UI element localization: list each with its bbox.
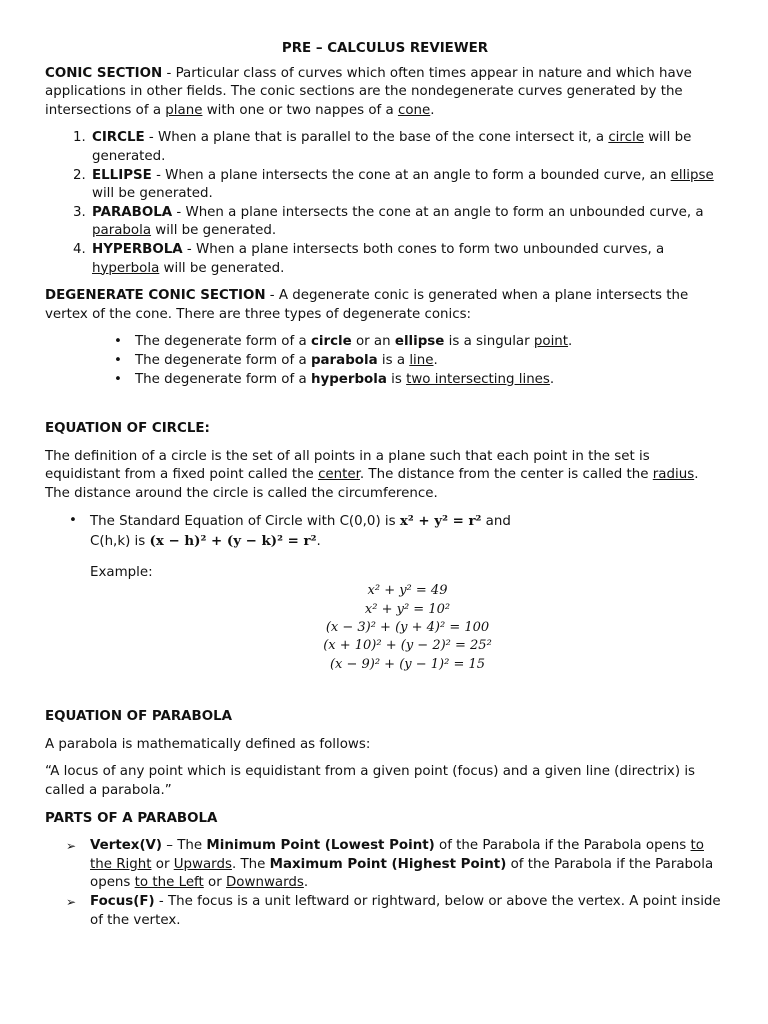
item-text: - When a plane intersects the cone at an angle to form an unbounded curve, a xyxy=(172,204,704,220)
list-item: • The degenerate form of a circle or an ellipse is a singular point. xyxy=(135,333,725,352)
item-underlined: parabola xyxy=(92,223,152,239)
parabola-parts-list xyxy=(45,837,725,930)
circle-definition: The definition of a circle is the set of all points in a plane such that each point in the set is equidistant from a fixed point called the center. The distance from the center is called the radius. The distance around the circle is called the circumference. xyxy=(45,448,699,501)
example-equation: x² + y² = 49 xyxy=(367,583,448,599)
cone-term: cone xyxy=(397,102,431,118)
parabola-heading: EQUATION OF PARABOLA xyxy=(45,709,232,725)
list-item-parabola xyxy=(90,204,725,241)
item-text: - When a plane intersects the cone at an angle to form a bounded curve, an xyxy=(151,167,671,183)
standard-equation-general: (x − h)² + (y − k)² = r² xyxy=(149,533,317,550)
conic-section-definition xyxy=(45,65,725,121)
parabola-intro: A parabola is mathematically defined as follows: xyxy=(45,736,371,752)
item-term: CIRCLE xyxy=(92,130,145,146)
example-equation: (x − 9)² + (y − 1)² = 15 xyxy=(329,656,486,672)
item-underlined: circle xyxy=(608,130,644,146)
degenerate-term: DEGENERATE CONIC SECTION xyxy=(45,288,266,304)
parts-heading: PARTS OF A PARABOLA xyxy=(45,810,218,826)
plane-term: plane xyxy=(165,102,203,118)
conic-def-text: with one or two nappes of a xyxy=(202,102,398,118)
center-term: center xyxy=(318,467,360,483)
list-item-hyperbola xyxy=(90,241,725,278)
bullet-icon: • xyxy=(114,334,122,350)
list-item: • The degenerate form of a hyperbola is two intersecting lines. xyxy=(135,371,725,390)
examples-block xyxy=(90,582,725,674)
item-text: will be generated. xyxy=(92,130,692,164)
item-underlined: ellipse xyxy=(670,167,714,183)
item-text: will be generated. xyxy=(92,186,213,202)
spacer xyxy=(45,398,725,420)
conic-section-term: CONIC SECTION xyxy=(45,65,163,81)
bullet-icon: • xyxy=(114,352,122,368)
item-term: PARABOLA xyxy=(92,204,173,220)
list-item-vertex: ➢ Vertex(V) – The Minimum Point (Lowest Point) of the Parabola if the Parabola opens to the Right or Upwards. The Maximum Point (Highest Point) of the Parabola if the Parabola opens to the Left or Downwards. xyxy=(66,838,714,891)
list-item-focus: ➢ Focus(F) - The focus is a unit leftward or rightward, below or above the vertex. A point inside of the vertex. xyxy=(66,894,721,928)
conic-def-text: - Particular class of curves which often times appear in nature and which have applications in other fields. The conic sections are the nondegenerate curves generated by the intersections of a xyxy=(45,65,692,118)
item-text: - When a plane intersects both cones to form two unbounded curves, a xyxy=(182,241,665,257)
radius-term: radius xyxy=(652,467,695,483)
degenerate-definition xyxy=(45,287,725,324)
item-term: HYPERBOLA xyxy=(92,241,183,257)
item-text: will be generated. xyxy=(151,223,277,239)
list-item: • The Standard Equation of Circle with C(0,0) is x² + y² = r² and C(h,k) is (x − h)² + (y − k)² = r². Example: x² + y² = 49 x² + y² = 10² (x − 3)² + (y + 4)² = 100 (x + 10)² + (y − 2)² = 25² (x − 9)² + (y − 1)² = 15 xyxy=(90,512,725,674)
conic-types-list xyxy=(45,129,725,278)
parabola-quote: “A locus of any point which is equidistant from a given point (focus) and a given line (directrix) is called a parabola.” xyxy=(45,764,696,799)
example-equation: (x + 10)² + (y − 2)² = 25² xyxy=(323,638,492,654)
list-item-circle xyxy=(90,129,725,166)
conic-def-text: . xyxy=(430,102,435,118)
bullet-icon: • xyxy=(69,513,77,529)
list-item: • The degenerate form of a parabola is a line. xyxy=(135,352,725,371)
degenerate-def-text: - A degenerate conic is generated when a plane intersects the vertex of the cone. There are three types of degenerate conics: xyxy=(45,288,689,322)
degenerate-list xyxy=(45,333,725,389)
item-underlined: hyperbola xyxy=(92,260,160,276)
document-page xyxy=(45,40,725,930)
example-equation: x² + y² = 10² xyxy=(364,601,451,617)
arrow-bullet-icon: ➢ xyxy=(66,895,77,910)
bullet-icon: • xyxy=(114,371,122,387)
item-text: - When a plane that is parallel to the base of the cone intersect it, a xyxy=(144,130,609,146)
standard-equation-origin: x² + y² = r² xyxy=(399,513,482,530)
arrow-bullet-icon: ➢ xyxy=(66,839,77,854)
document-title: PRE – CALCULUS REVIEWER xyxy=(281,41,489,56)
circle-equation-list xyxy=(45,512,725,674)
item-text: will be generated. xyxy=(159,260,285,276)
circle-heading: EQUATION OF CIRCLE: xyxy=(45,421,210,437)
list-item-ellipse xyxy=(90,167,725,204)
spacer xyxy=(45,678,725,708)
example-label: Example: xyxy=(90,564,153,580)
example-equation: (x − 3)² + (y + 4)² = 100 xyxy=(325,620,490,636)
item-term: ELLIPSE xyxy=(92,167,152,183)
